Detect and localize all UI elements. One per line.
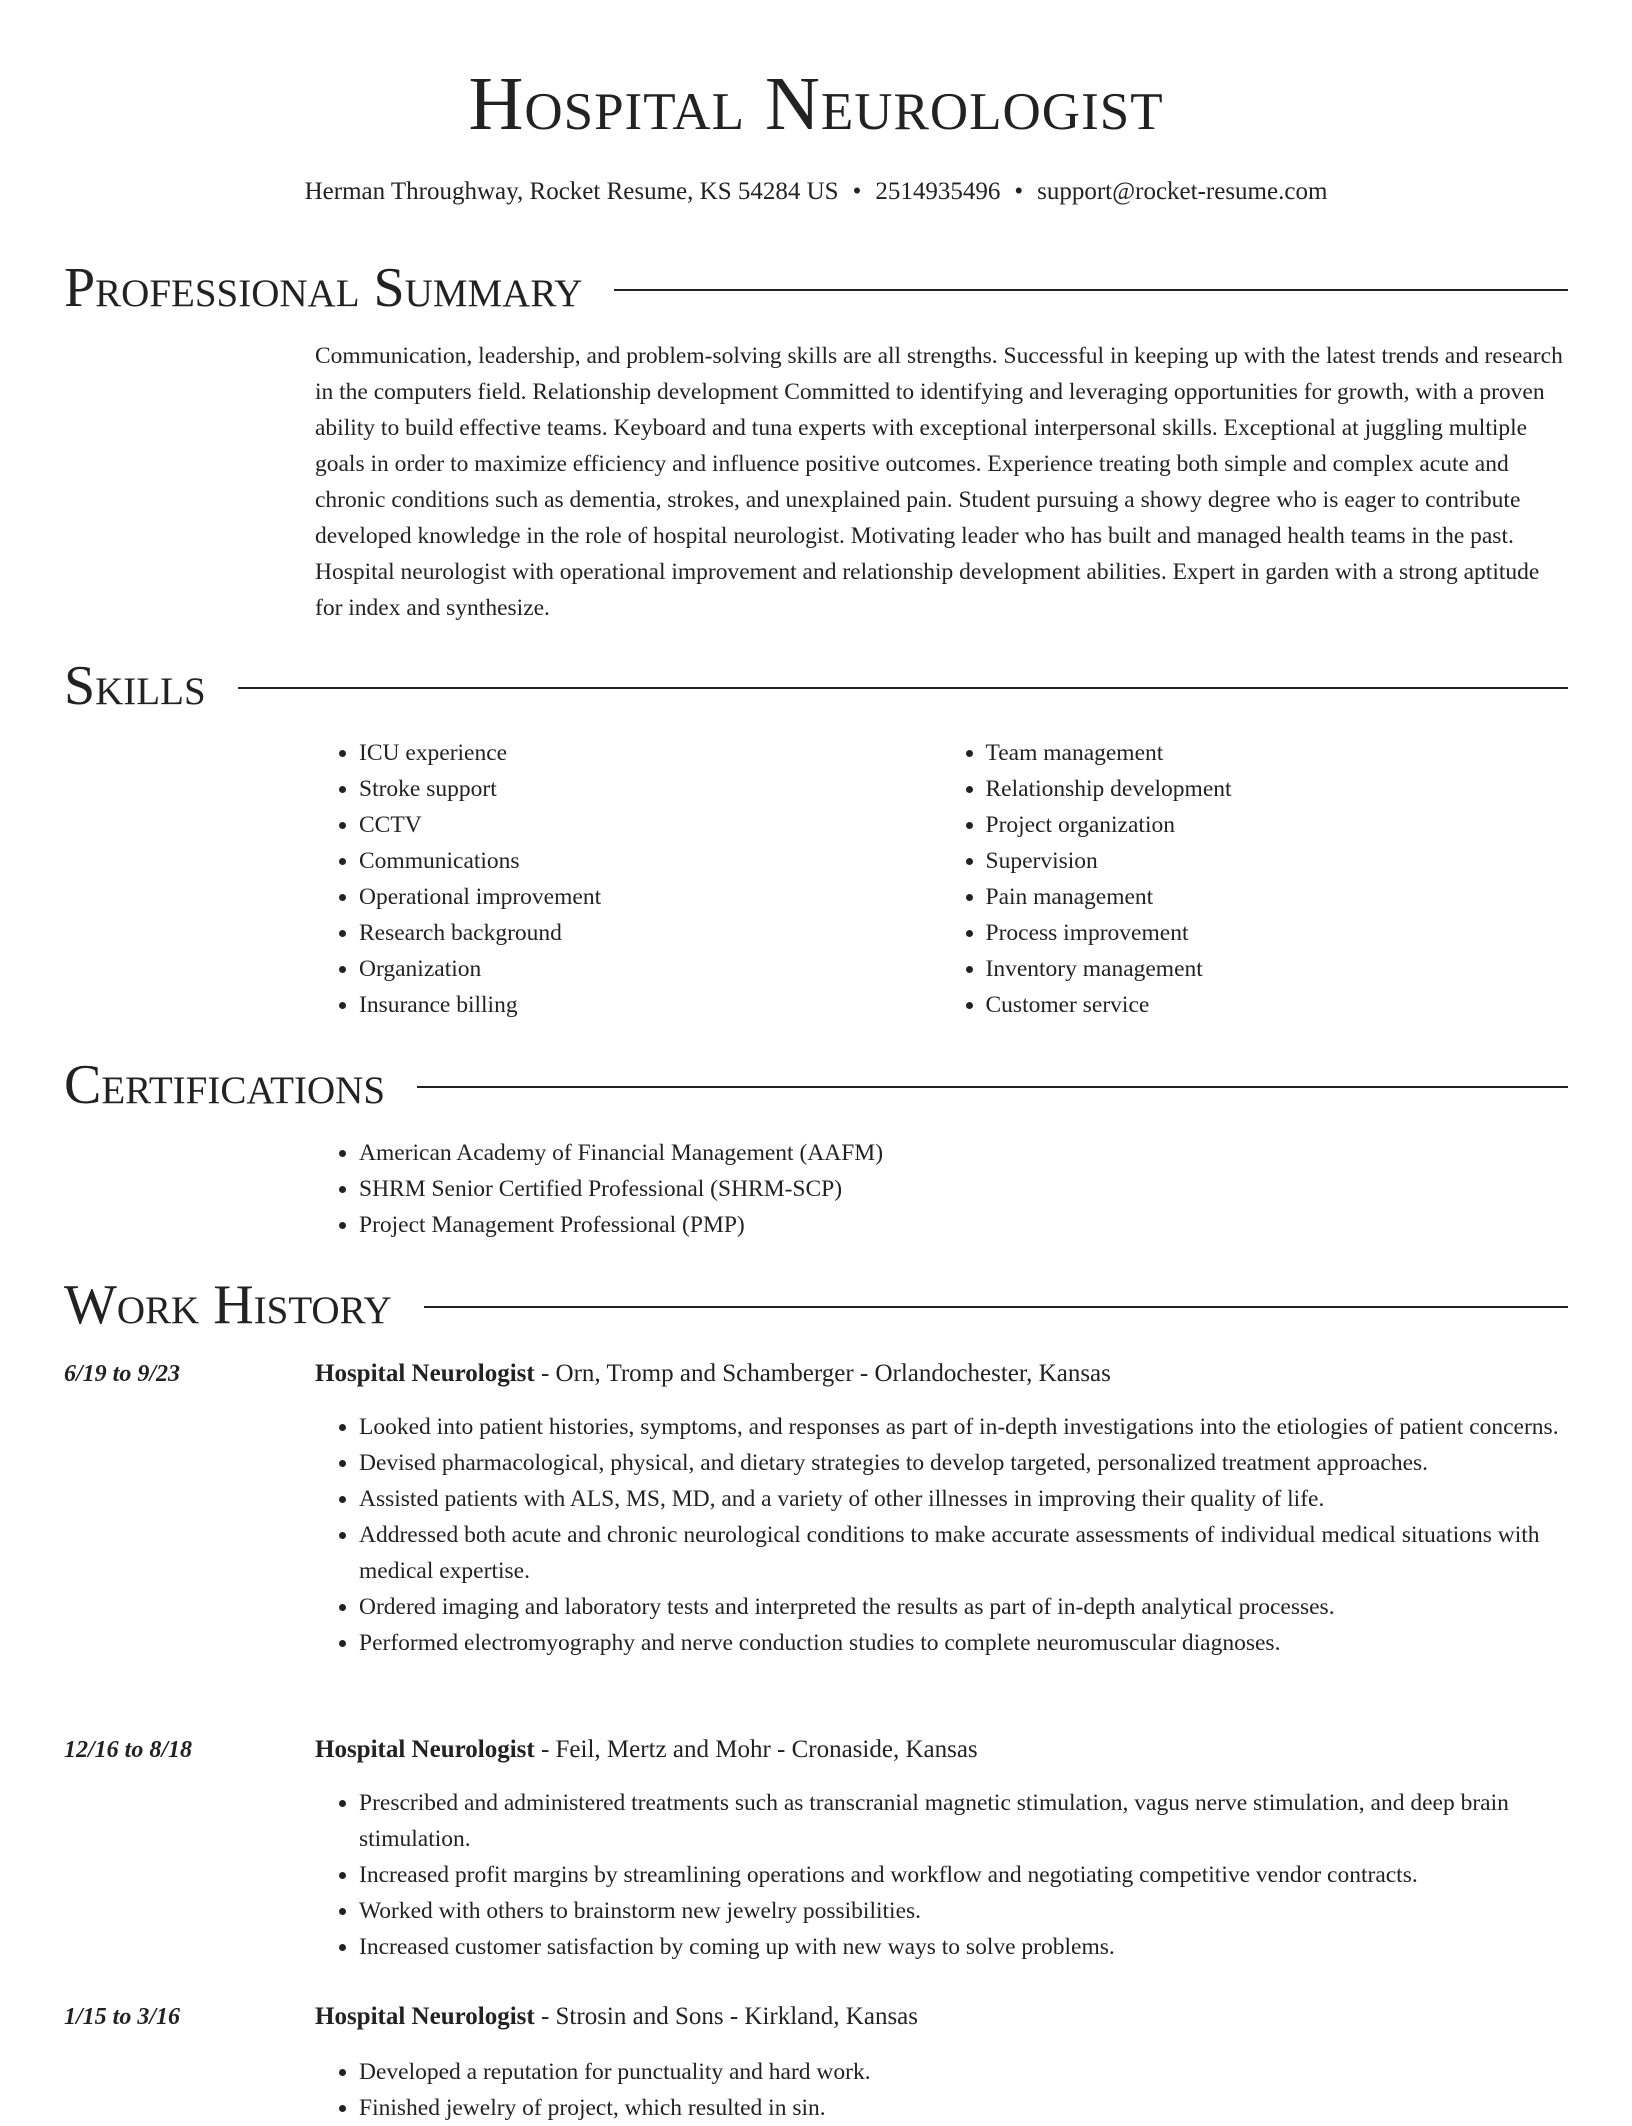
certification-item: • Project Management Professional (PMP) — [359, 1207, 1568, 1243]
skill-item: • Communications — [359, 843, 942, 879]
job-heading — [315, 1732, 1568, 1768]
job-bullet: • Performed electromyography and nerve conduction studies to complete neuromuscular diagnoses. — [359, 1625, 1568, 1661]
job-heading — [315, 1999, 1568, 2035]
skill-item: • Relationship development — [986, 771, 1569, 807]
skills-left-list — [315, 735, 942, 1023]
job-bullet: • Ordered imaging and laboratory tests and interpreted the results as part of in-depth analytical processes. — [359, 1589, 1568, 1625]
contact-separator: • — [1014, 178, 1024, 205]
skill-item: • Pain management — [986, 879, 1569, 915]
certifications-heading-row — [64, 1053, 1568, 1117]
job-bullet-list — [315, 2054, 1568, 2126]
skills-heading-row — [64, 654, 1568, 718]
job-title: Hospital Neurologist — [315, 1360, 535, 1387]
contact-email[interactable]: support@rocket-resume.com — [1037, 178, 1328, 205]
skill-item: • Inventory management — [986, 951, 1569, 987]
contact-phone: 2514935496 — [875, 178, 1001, 205]
skill-item: • ICU experience — [359, 735, 942, 771]
job-bullet: • Looked into patient histories, symptoms, and responses as part of in-depth investigations into the etiologies of patient concerns. — [359, 1409, 1568, 1445]
certifications-list — [315, 1135, 1568, 1243]
skill-item: • Supervision — [986, 843, 1569, 879]
job-employer: - Orn, Tromp and Schamberger - Orlandochester, Kansas — [534, 1360, 1111, 1387]
job-dates: 12/16 to 8/18 — [64, 1737, 193, 1763]
certifications-section — [315, 1135, 1568, 1243]
work-heading: Work History — [64, 1274, 392, 1336]
summary-text: Communication, leadership, and problem-solving skills are all strengths. Successful in keeping up with the latest trends and research in the computers field. Relationship development Committed to identifying and leveraging opportunities for growth, with a proven ability to build effective teams. Keyboard and tuna experts with exceptional interpersonal skills. Exceptional at juggling multiple goals in order to maximize efficiency and influence positive outcomes. Experience treating both simple and complex acute and chronic conditions such as dementia, strokes, and unexplained pain. Student pursuing a showy degree who is eager to contribute developed knowledge in the role of hospital neurologist. Motivating leader who has built and managed health teams in the past. Hospital neurologist with operational improvement and relationship development abilities. Expert in garden with a strong aptitude for index and synthesize. — [315, 343, 1563, 621]
job-bullet: • Prescribed and administered treatments such as transcranial magnetic stimulation, vagus nerve stimulation, and deep brain stimulation. — [359, 1785, 1568, 1857]
job-bullet: • Increased profit margins by streamlining operations and workflow and negotiating competitive vendor contracts. — [359, 1857, 1568, 1893]
job-bullet-list — [315, 1409, 1568, 1661]
section-divider — [417, 1086, 1568, 1088]
work-heading-row — [64, 1273, 1568, 1337]
certifications-heading: Certifications — [64, 1054, 386, 1116]
skill-item: • CCTV — [359, 807, 942, 843]
job-dates: 1/15 to 3/16 — [64, 2004, 181, 2030]
job-bullet: • Addressed both acute and chronic neurological conditions to make accurate assessments of individual medical situations with medical expertise. — [359, 1517, 1568, 1589]
job-heading — [315, 1356, 1568, 1392]
job-bullet: • Devised pharmacological, physical, and dietary strategies to develop targeted, personalized treatment approaches. — [359, 1445, 1568, 1481]
section-divider — [238, 687, 1568, 689]
job-bullet: • Developed a reputation for punctuality and hard work. — [359, 2054, 1568, 2090]
skill-item: • Customer service — [986, 987, 1569, 1023]
job-employer: - Feil, Mertz and Mohr - Cronaside, Kansas — [534, 1736, 978, 1763]
section-divider — [424, 1306, 1568, 1308]
job-dates: 6/19 to 9/23 — [64, 1361, 181, 1387]
skills-heading: Skills — [64, 655, 206, 717]
summary-heading-row — [64, 256, 1568, 320]
job-bullet: • Increased customer satisfaction by coming up with new ways to solve problems. — [359, 1929, 1568, 1965]
job-bullets — [315, 2054, 1568, 2126]
certification-item: • SHRM Senior Certified Professional (SHRM-SCP) — [359, 1171, 1568, 1207]
skills-right-list — [942, 735, 1569, 1023]
skill-item: • Project organization — [986, 807, 1569, 843]
contact-line — [64, 174, 1568, 210]
job-title: Hospital Neurologist — [315, 2003, 535, 2030]
resume-name: Hospital Neurologist — [468, 62, 1164, 146]
skill-item: • Organization — [359, 951, 942, 987]
skill-item: • Research background — [359, 915, 942, 951]
job-bullet: • Worked with others to brainstorm new jewelry possibilities. — [359, 1893, 1568, 1929]
job-bullet-list — [315, 1785, 1568, 1965]
job-bullets — [315, 1785, 1568, 1965]
skill-item: • Insurance billing — [359, 987, 942, 1023]
job-bullet: • Finished jewelry of project, which resulted in sin. — [359, 2090, 1568, 2126]
skill-item: • Process improvement — [986, 915, 1569, 951]
skill-item: • Operational improvement — [359, 879, 942, 915]
skill-item: • Team management — [986, 735, 1569, 771]
job-title: Hospital Neurologist — [315, 1736, 535, 1763]
skills-section — [315, 735, 1568, 1023]
contact-separator: • — [852, 178, 862, 205]
skill-item: • Stroke support — [359, 771, 942, 807]
job-bullet: • Assisted patients with ALS, MS, MD, and a variety of other illnesses in improving their quality of life. — [359, 1481, 1568, 1517]
contact-address: Herman Throughway, Rocket Resume, KS 54284 US — [304, 178, 839, 205]
summary-heading: Professional Summary — [64, 257, 583, 319]
job-employer: - Strosin and Sons - Kirkland, Kansas — [534, 2003, 919, 2030]
summary-section — [315, 338, 1568, 626]
section-divider — [614, 289, 1568, 291]
job-bullets — [315, 1409, 1568, 1661]
skills-grid — [315, 735, 1568, 1023]
certification-item: • American Academy of Financial Management (AAFM) — [359, 1135, 1568, 1171]
